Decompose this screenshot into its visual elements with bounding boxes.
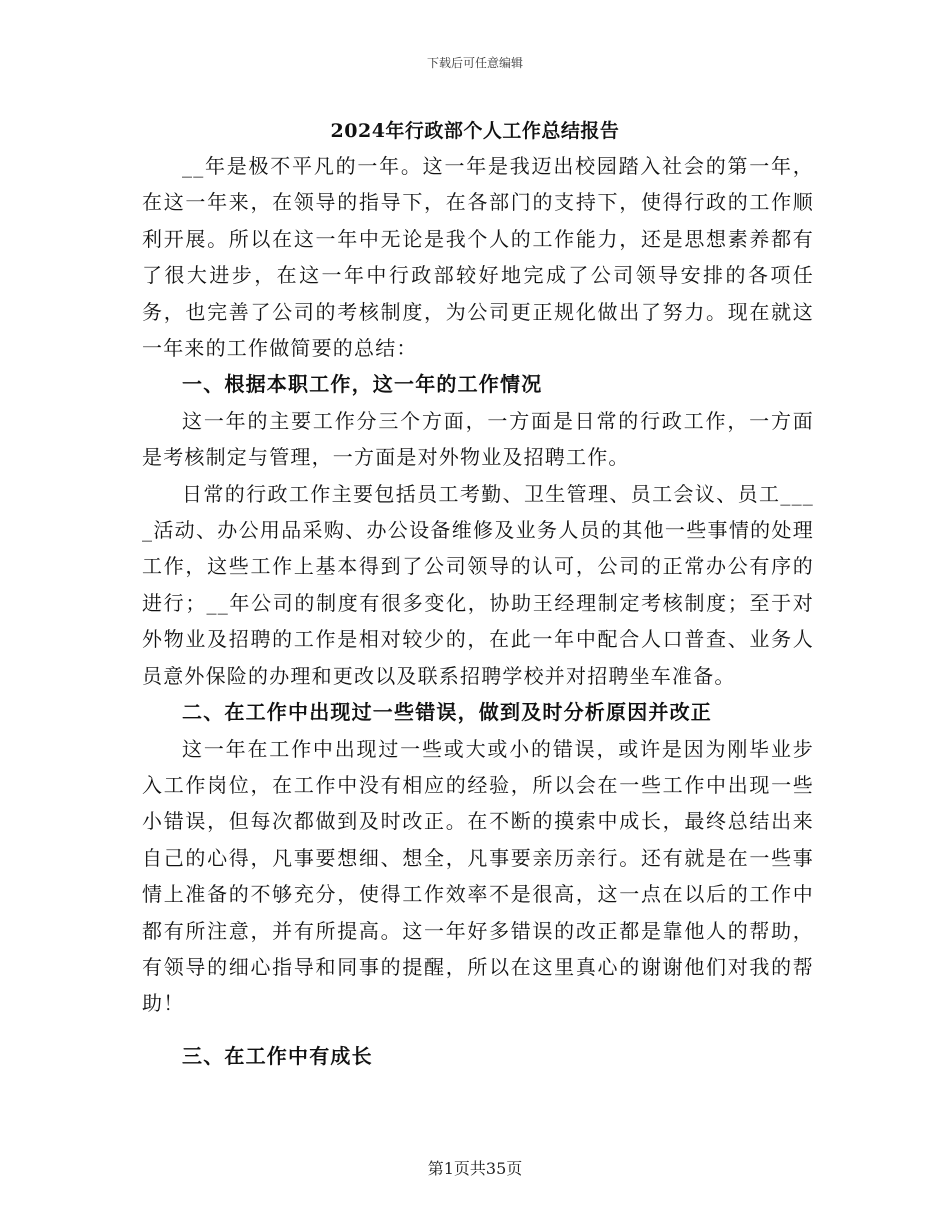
body-paragraph-daily-admin: 日常的行政工作主要包括员工考勤、卫生管理、员工会议、员工____活动、办公用品采购、办公设备维修及业务人员的其他一些事情的处理工作，这些工作上基本得到了公司领导的认可，公司的正常办公有序的进行；__年公司的制度有很多变化，协助王经理制定考核制度；至于对外物业及招聘的工作是相对较少的，在此一年中配合人口普查、业务人员意外保险的办理和更改以及联系招聘学校并对招聘坐车准备。	[142, 481, 814, 688]
body-paragraph-mistakes: 这一年在工作中出现过一些或大或小的错误，或许是因为刚毕业步入工作岗位，在工作中没有相应的经验，所以会在一些工作中出现一些小错误，但每次都做到及时改正。在不断的摸索中成长，最终总结出来自己的心得，凡事要想细、想全，凡事要亲历亲行。还有就是在一些事情上准备的不够充分，使得工作效率不是很高，这一点在以后的工作中都有所注意，并有所提高。这一年好多错误的改正都是靠他人的帮助，有领导的细心指导和同事的提醒，所以在这里真心的谢谢他们对我的帮助！	[142, 736, 814, 1016]
body-paragraph-intro: __年是极不平凡的一年。这一年是我迈出校园踏入社会的第一年，在这一年来，在领导的指导下，在各部门的支持下，使得行政的工作顺利开展。所以在这一年中无论是我个人的工作能力，还是思想素养都有了很大进步，在这一年中行政部较好地完成了公司领导安排的各项任务，也完善了公司的考核制度，为公司更正规化做出了努力。现在就这一年来的工作做简要的总结：	[142, 154, 814, 361]
document-title: 2024年行政部个人工作总结报告	[330, 120, 620, 142]
section-heading-1: 一、根据本职工作，这一年的工作情况	[182, 372, 543, 397]
section-heading-3: 三、在工作中有成长	[182, 1043, 373, 1068]
body-paragraph-work-overview: 这一年的主要工作分三个方面，一方面是日常的行政工作，一方面是考核制定与管理，一方面是对外物业及招聘工作。	[142, 408, 814, 470]
page-footer-number: 第1页共35页	[427, 1159, 523, 1178]
document-body	[142, 148, 814, 1074]
page-header-note: 下载后可任意编辑	[426, 56, 523, 70]
section-heading-2: 二、在工作中出现过一些错误，做到及时分析原因并改正	[182, 700, 712, 725]
